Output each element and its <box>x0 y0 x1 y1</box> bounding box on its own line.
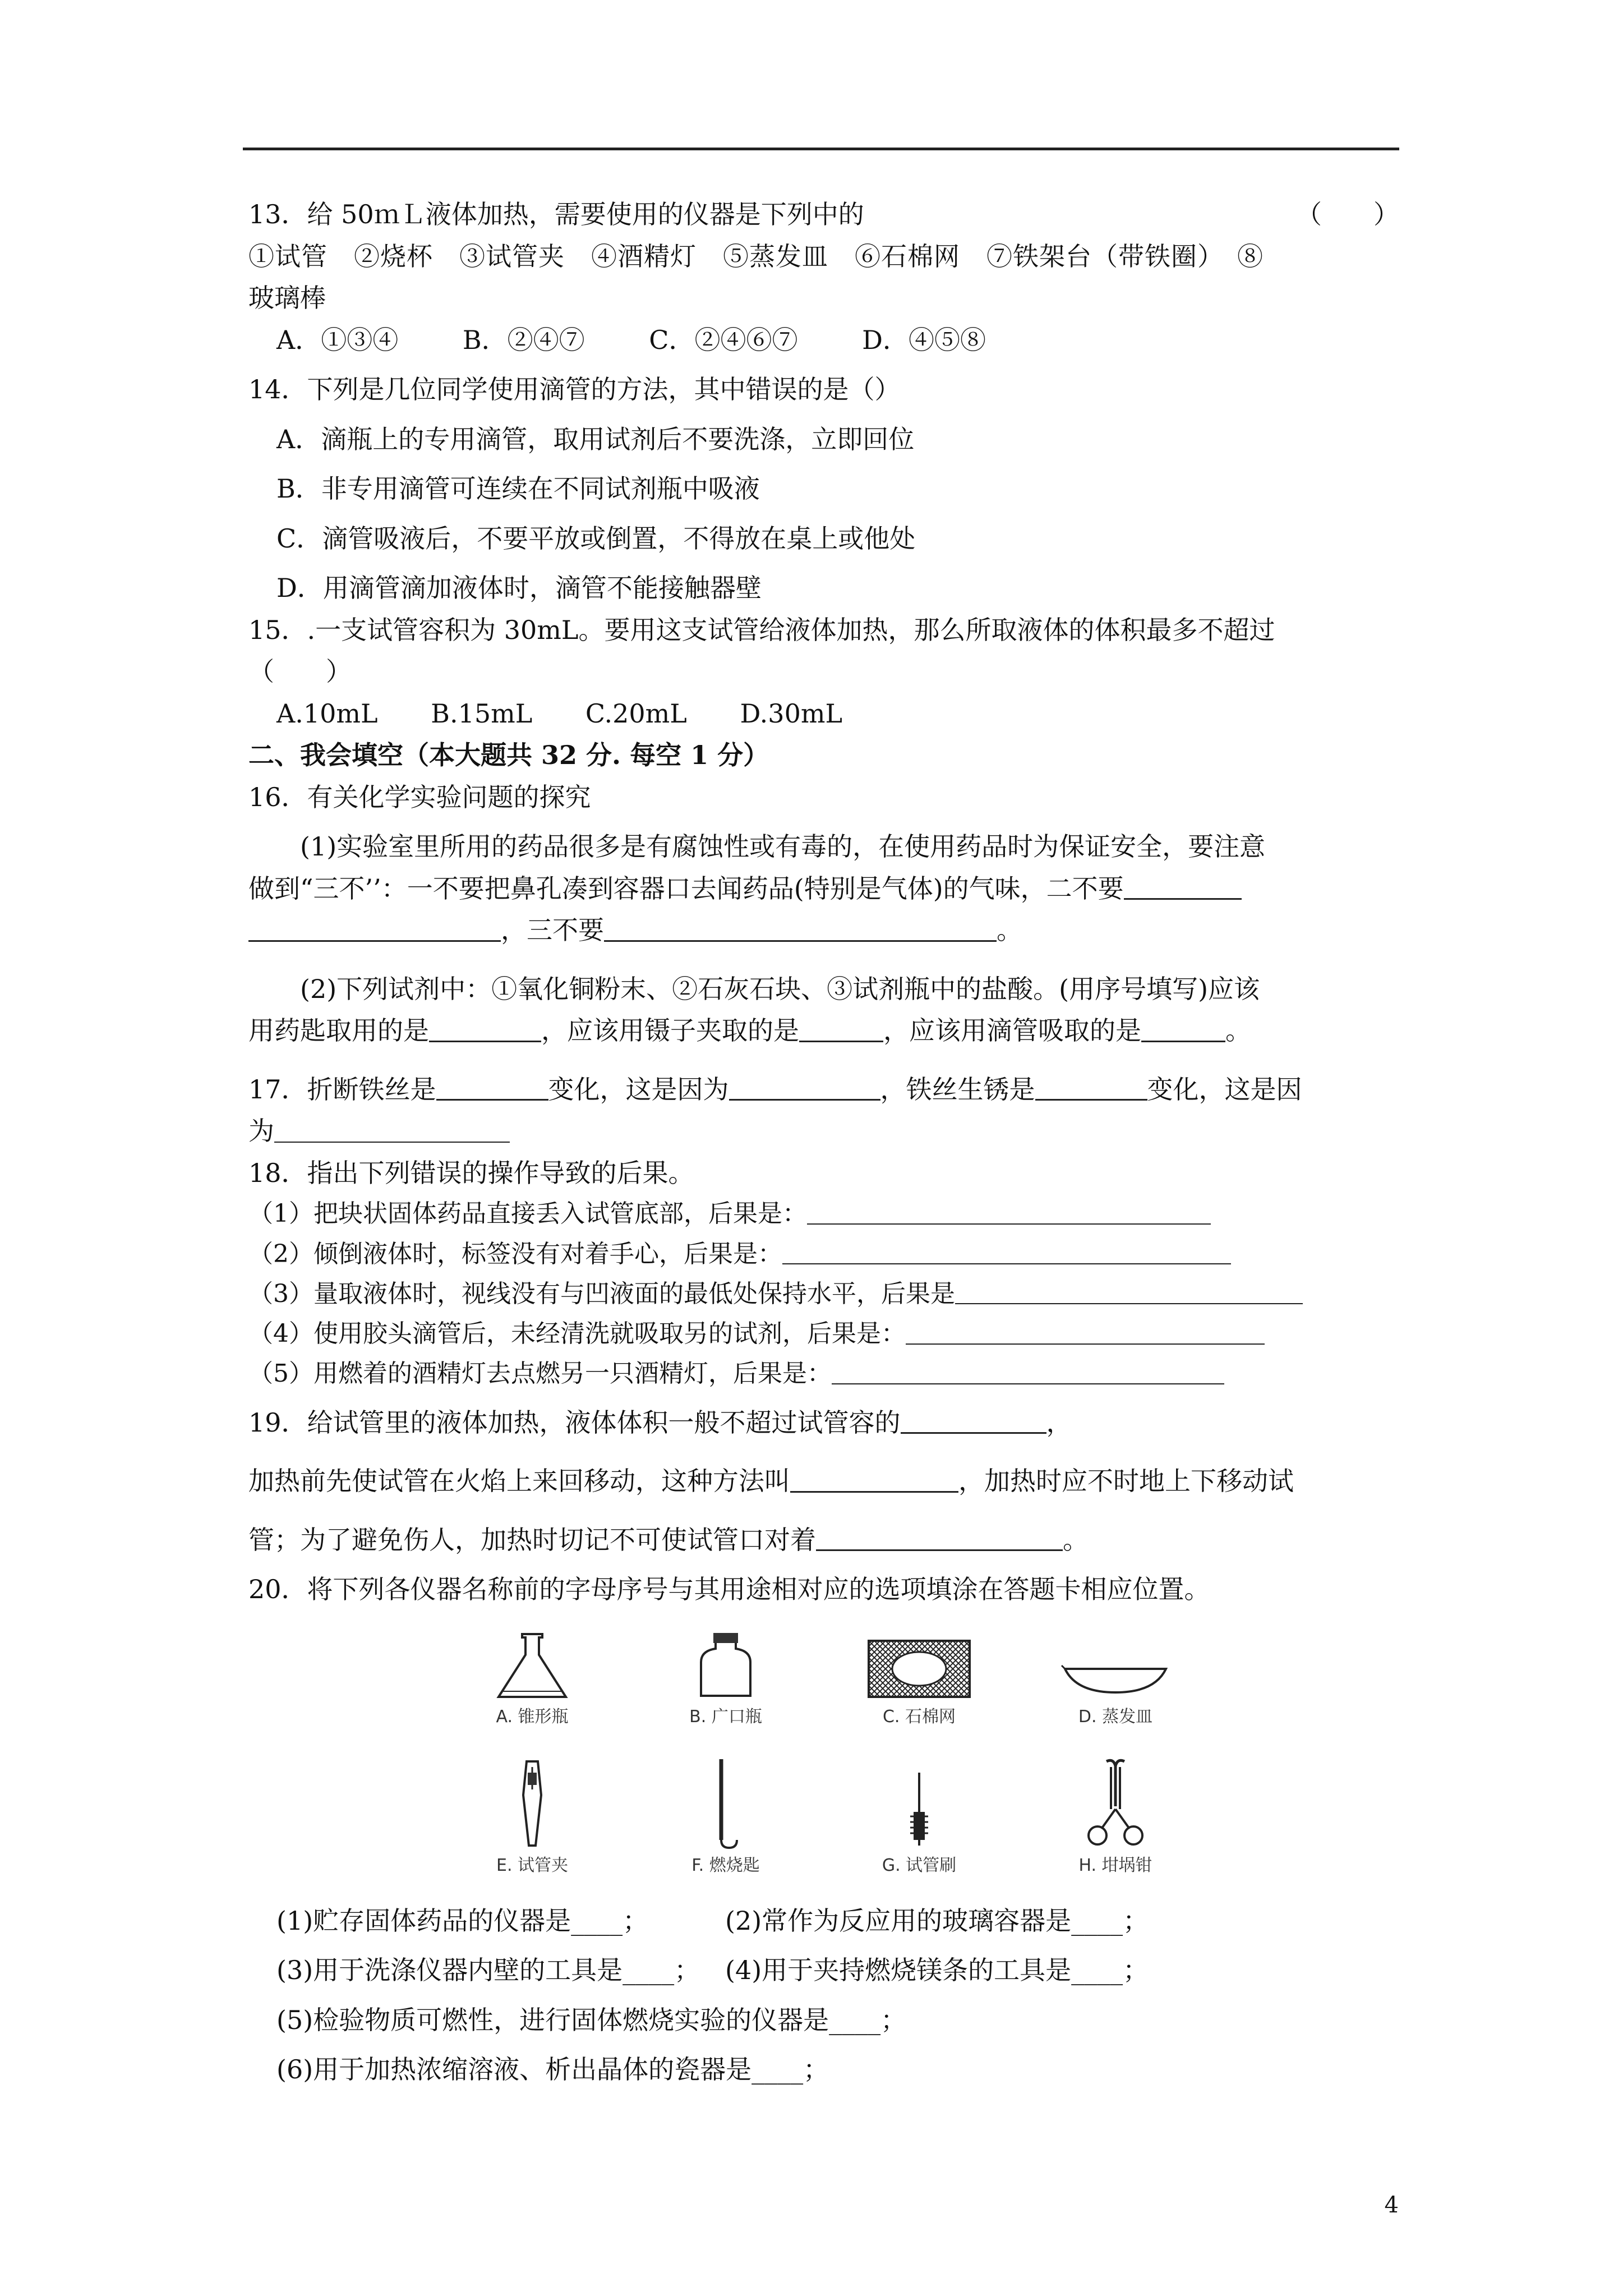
apparatus-f <box>653 1756 799 1876</box>
q16-blank-1[interactable] <box>1124 871 1242 900</box>
q19-line1 <box>248 1402 1399 1444</box>
q14-option-a: A．滴瓶上的专用滴管，取用试剂后不要洗涤，立即回位 <box>276 424 915 454</box>
q18-item-4 <box>248 1314 1399 1354</box>
q18-item-1-text: （1）把块状固体药品直接丢入试管底部，后果是： <box>248 1199 807 1228</box>
q19-blank-3[interactable] <box>816 1522 1063 1551</box>
apparatus-b <box>653 1630 799 1728</box>
apparatus-c <box>846 1630 992 1728</box>
q13-choice-a: A．①③④ <box>276 324 399 355</box>
apparatus-h <box>1043 1756 1188 1876</box>
q15-choices <box>248 693 1399 735</box>
q14-option-c: C．滴管吸液后，不要平放或倒置，不得放在桌上或他处 <box>276 523 916 554</box>
q18-blank-2[interactable] <box>782 1237 1231 1264</box>
q13-stem: 13．给 50ｍＬ液体加热，需要使用的仪器是下列中的 <box>248 199 864 229</box>
q19-text2b: ，加热时应不时地上下移动试 <box>958 1466 1294 1497</box>
q17-blank-4[interactable] <box>274 1115 510 1143</box>
q18-stem: 18．指出下列错误的操作导致的后果。 <box>248 1157 694 1188</box>
apparatus-e-caption: E. 试管夹 <box>496 1855 569 1875</box>
q18-item-5 <box>248 1354 1399 1393</box>
q13-choice-c: C．②④⑥⑦ <box>649 324 798 355</box>
q16-p2-line1: (2)下列试剂中：①氧化铜粉末、②石灰石块、③试剂瓶中的盐酸。(用序号填写)应该 <box>300 973 1260 1004</box>
conical-flask-icon <box>487 1630 577 1703</box>
q16-blank-4[interactable] <box>799 1014 883 1042</box>
q17-blank-2[interactable] <box>729 1072 880 1101</box>
test-tube-brush-icon <box>874 1756 964 1851</box>
q16-stem: 16．有关化学实验问题的探究 <box>248 781 591 812</box>
q20-answer-6: (6)用于加热浓缩溶液、析出晶体的瓷器是____； <box>276 2054 829 2085</box>
q13-items: ①试管 ②烧杯 ③试管夹 ④酒精灯 ⑤蒸发皿 ⑥石棉网 ⑦铁架台（带铁圈） ⑧ <box>248 241 1264 272</box>
wide-mouth-bottle-icon <box>681 1630 771 1703</box>
q20-answer-3: (3)用于洗涤仪器内壁的工具是____； <box>276 1955 700 1986</box>
q17-line1 <box>248 1069 1399 1111</box>
q19-line3 <box>248 1519 1399 1561</box>
q15-choice-a: A.10mL <box>276 698 378 729</box>
apparatus-e <box>459 1756 605 1876</box>
apparatus-a-caption: A. 锥形瓶 <box>496 1706 569 1727</box>
apparatus-d-caption: D. 蒸发皿 <box>1078 1706 1153 1727</box>
q16-p2-text1: 用药匙取用的是 <box>248 1015 429 1046</box>
q15-answer-paren: （ ） <box>248 656 352 687</box>
q20-answer-5: (5)检验物质可燃性，进行固体燃烧实验的仪器是____； <box>276 2004 907 2035</box>
q17-line2 <box>248 1110 1399 1152</box>
q16-p1-text2: ，三不要 <box>501 915 604 946</box>
q19-text1: 19．给试管里的液体加热，液体体积一般不超过试管容的 <box>248 1407 901 1438</box>
q16-p1-line1: (1)实验室里所用的药品很多是有腐蚀性或有毒的，在使用药品时为保证安全，要注意 <box>300 831 1266 862</box>
q17-text5: 为 <box>248 1116 274 1147</box>
q18-blank-3[interactable] <box>955 1277 1303 1304</box>
q20-stem: 20．将下列各仪器名称前的字母序号与其用途相对应的选项填涂在答题卡相应位置。 <box>248 1574 1210 1605</box>
q17-text3: ，铁丝生锈是 <box>880 1074 1035 1105</box>
q15-choice-b: B.15mL <box>431 698 533 729</box>
q13-stem-line <box>248 194 1399 236</box>
q19-blank-1[interactable] <box>901 1405 1046 1434</box>
apparatus-g <box>846 1756 992 1876</box>
q19-text3: 管；为了避免伤人，加热时切记不可使试管口对着 <box>248 1524 816 1555</box>
q13-choice-b: B．②④⑦ <box>462 324 585 355</box>
apparatus-a <box>459 1630 605 1728</box>
q20-answers-row2 <box>248 1949 1399 1991</box>
q15-choice-d: D.30mL <box>740 698 842 729</box>
q17-text2: 变化，这是因为 <box>548 1074 729 1105</box>
q16-p1-text: 做到“三不’’：一不要把鼻孔凑到容器口去闻药品(特别是气体)的气味，二不要 <box>248 873 1124 904</box>
q13-choices <box>248 319 1399 361</box>
q16-p2-text2: ，应该用镊子夹取的是 <box>541 1015 799 1046</box>
q16-blank-2[interactable] <box>604 913 997 942</box>
q16-blank-5[interactable] <box>1141 1014 1225 1042</box>
apparatus-g-caption: G. 试管刷 <box>882 1855 957 1875</box>
q18-item-4-text: （4）使用胶头滴管后，未经清洗就吸取另的试剂，后果是： <box>248 1319 906 1349</box>
q19-line2 <box>248 1460 1399 1502</box>
q20-answer-2: (2)常作为反应用的玻璃容器是____； <box>725 1905 1149 1936</box>
q17-text1: 17．折断铁丝是 <box>248 1074 436 1105</box>
q19-text2: 加热前先使试管在火焰上来回移动，这种方法叫 <box>248 1466 790 1497</box>
q16-p2-end: 。 <box>1225 1015 1251 1046</box>
q16-blank-1-cont[interactable] <box>248 913 501 942</box>
q16-p2-text3: ，应该用滴管吸取的是 <box>883 1015 1141 1046</box>
section2-title: 二、我会填空（本大题共 32 分. 每空 1 分） <box>248 740 769 771</box>
q18-blank-4[interactable] <box>906 1317 1265 1344</box>
q16-p1-end: 。 <box>997 915 1022 946</box>
q20-answer-4: (4)用于夹持燃烧镁条的工具是____； <box>725 1955 1149 1986</box>
q17-text4: 变化，这是因 <box>1147 1074 1302 1105</box>
q18-item-3 <box>248 1274 1399 1314</box>
q16-p1-line3 <box>248 909 1399 951</box>
apparatus-d <box>1043 1630 1188 1728</box>
q15-stem: 15．.一支试管容积为 30mL。要用这支试管给液体加热，那么所取液体的体积最多不超过 <box>248 614 1275 645</box>
q15-choice-c: C.20mL <box>585 698 687 729</box>
worksheet-page <box>248 194 1399 2091</box>
asbestos-gauze-icon <box>857 1630 981 1703</box>
apparatus-h-caption: H. 坩埚钳 <box>1078 1855 1152 1875</box>
evaporating-dish-icon <box>1059 1630 1172 1703</box>
q19-text3-end: 。 <box>1063 1524 1089 1555</box>
combustion-spoon-icon <box>681 1756 771 1851</box>
q13-answer-paren: （ ） <box>1296 199 1399 229</box>
q14-option-d: D．用滴管滴加液体时，滴管不能接触器壁 <box>276 573 762 604</box>
q19-text1-end: ， <box>1046 1407 1072 1438</box>
apparatus-c-caption: C. 石棉网 <box>882 1706 956 1727</box>
q18-item-1 <box>248 1194 1399 1234</box>
q19-blank-2[interactable] <box>790 1464 958 1492</box>
q13-items-cont: 玻璃棒 <box>248 283 326 314</box>
q16-p2-line2 <box>248 1010 1399 1052</box>
apparatus-figure <box>459 1630 1188 1888</box>
q18-item-3-text: （3）量取液体时，视线没有与凹液面的最低处保持水平，后果是 <box>248 1279 955 1308</box>
q18-item-2-text: （2）倾倒液体时，标签没有对着手心，后果是： <box>248 1239 782 1268</box>
q16-blank-3[interactable] <box>429 1014 541 1042</box>
q16-p1-line2 <box>248 868 1399 910</box>
q14-stem: 14．下列是几位同学使用滴管的方法，其中错误的是（） <box>248 374 901 405</box>
q20-answers-row1 <box>248 1900 1399 1942</box>
apparatus-f-caption: F. 燃烧匙 <box>691 1855 760 1875</box>
q20-answer-1: (1)贮存固体药品的仪器是____； <box>276 1905 649 1936</box>
q18-blank-1[interactable] <box>807 1198 1211 1225</box>
page-number: 4 <box>1384 2192 1399 2218</box>
q18-item-5-text: （5）用燃着的酒精灯去点燃另一只酒精灯，后果是： <box>248 1359 832 1388</box>
q14-option-b: B．非专用滴管可连续在不同试剂瓶中吸液 <box>276 473 760 504</box>
header-rule <box>243 148 1399 150</box>
q18-item-2 <box>248 1234 1399 1274</box>
apparatus-b-caption: B. 广口瓶 <box>689 1706 762 1727</box>
q17-blank-1[interactable] <box>436 1072 548 1101</box>
q13-choice-d: D．④⑤⑧ <box>862 324 986 355</box>
crucible-tongs-icon <box>1059 1756 1172 1851</box>
test-tube-holder-icon <box>487 1756 577 1851</box>
q17-blank-3[interactable] <box>1035 1072 1147 1101</box>
q18-blank-5[interactable] <box>832 1358 1224 1384</box>
